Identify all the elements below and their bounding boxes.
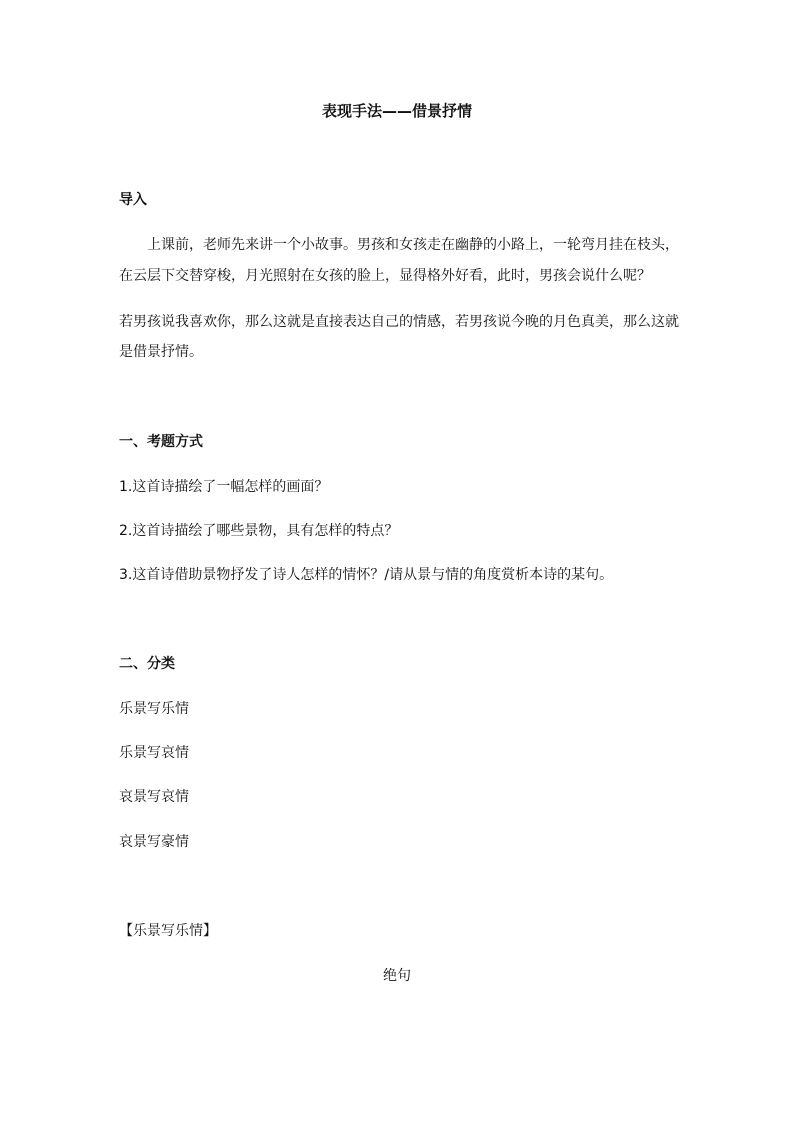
section-1-heading: 一、考题方式: [119, 434, 203, 450]
question-item-1: 1.这首诗描绘了一幅怎样的画面？: [119, 479, 329, 495]
example-label: 【乐景写乐情】: [119, 923, 217, 939]
intro-paragraph-1-line-2: 在云层下交替穿梭，月光照射在女孩的脸上，显得格外好看，此时，男孩会说什么呢？: [119, 268, 651, 284]
intro-paragraph-1-line-1: 上课前，老师先来讲一个小故事。男孩和女孩走在幽静的小路上，一轮弯月挂在枝头，: [147, 237, 679, 253]
document-title: 表现手法——借景抒情: [321, 102, 472, 120]
category-item-2: 乐景写哀情: [119, 745, 189, 761]
poem-title: 绝句: [383, 968, 411, 984]
question-item-3: 3.这首诗借助景物抒发了诗人怎样的情怀？/请从景与情的角度赏析本诗的某句。: [119, 567, 614, 583]
category-item-3: 哀景写哀情: [119, 789, 189, 805]
category-item-1: 乐景写乐情: [119, 701, 189, 717]
question-item-2: 2.这首诗描绘了哪些景物，具有怎样的特点？: [119, 523, 399, 539]
section-2-heading: 二、分类: [119, 656, 175, 672]
intro-paragraph-2-line-2: 是借景抒情。: [119, 344, 203, 360]
category-item-4: 哀景写豪情: [119, 834, 189, 850]
intro-heading: 导入: [119, 192, 147, 208]
intro-paragraph-2-line-1: 若男孩说我喜欢你，那么这就是直接表达自己的情感，若男孩说今晚的月色真美，那么这就: [119, 314, 679, 330]
